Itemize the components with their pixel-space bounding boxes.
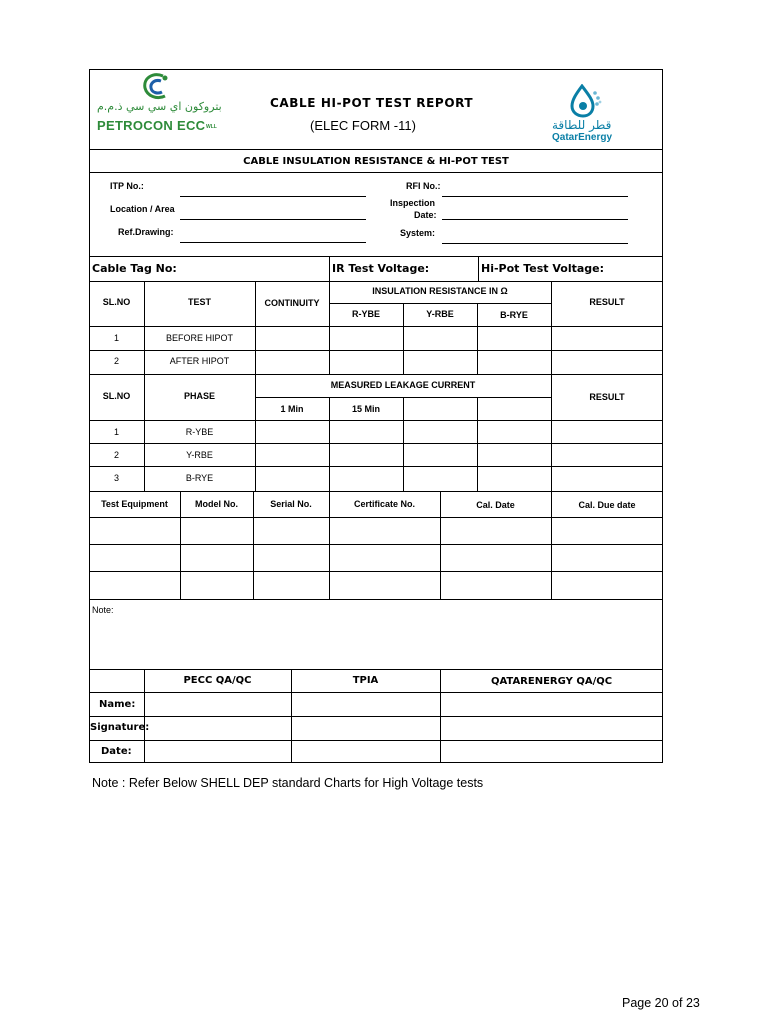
report-title: CABLE HI-POT TEST REPORT — [270, 96, 474, 110]
grid-line — [89, 716, 663, 717]
ir-voltage-label: IR Test Voltage: — [332, 262, 430, 275]
table-row-phase: R-YBE — [185, 427, 214, 437]
continuity-header: CONTINUITY — [264, 298, 320, 308]
grid-line — [89, 374, 663, 375]
system-field[interactable] — [442, 243, 628, 244]
client-name: QatarEnergy — [552, 132, 613, 143]
signature-label: Signature: — [90, 722, 150, 733]
leakage-header: MEASURED LEAKAGE CURRENT — [330, 380, 476, 390]
table-row-sl: 2 — [113, 450, 119, 460]
grid-line — [255, 281, 256, 374]
page-number: Page 20 of 23 — [622, 996, 700, 1010]
serial-no-header: Serial No. — [270, 499, 312, 509]
divider — [478, 256, 479, 281]
form-number: (ELEC FORM -11) — [310, 118, 416, 133]
note-label: Note: — [92, 605, 114, 615]
bry-header: B-RYE — [500, 310, 528, 320]
client-arabic-name: قطر للطاقة — [552, 118, 612, 132]
cal-date-header: Cal. Date — [476, 500, 515, 510]
test-equipment-header: Test Equipment — [101, 499, 168, 509]
grid-line — [89, 420, 663, 421]
yrb-header: Y-RBE — [426, 309, 454, 319]
cable-tag-label: Cable Tag No: — [92, 262, 177, 275]
form-frame — [89, 69, 663, 763]
divider — [89, 172, 663, 173]
table-row-phase: B-RYE — [185, 473, 214, 483]
divider — [329, 256, 330, 281]
petrocon-swirl-icon — [139, 72, 171, 102]
grid-line — [89, 350, 663, 351]
table-row-phase: Y-RBE — [186, 450, 213, 460]
grid-line — [89, 599, 663, 600]
name-label: Name: — [99, 699, 136, 710]
itp-label: ITP No.: — [110, 181, 144, 191]
grid-line — [255, 397, 551, 398]
petrocon-logo — [95, 72, 225, 137]
grid-line — [89, 740, 663, 741]
ir-header: INSULATION RESISTANCE IN Ω — [372, 286, 508, 296]
inspection-date-label: Date: — [414, 210, 437, 220]
location-label: Location / Area — [110, 204, 175, 214]
grid-line — [89, 571, 663, 572]
grid-line — [329, 303, 551, 304]
ref-drawing-label: Ref.Drawing: — [118, 227, 174, 237]
leak-result-header: RESULT — [589, 392, 625, 402]
section-title: CABLE INSULATION RESISTANCE & HI-POT TEST — [243, 156, 509, 167]
one-min-header: 1 Min — [280, 404, 304, 414]
model-no-header: Model No. — [195, 499, 238, 509]
rfi-label: RFI No.: — [406, 181, 441, 191]
qatarenergy-logo — [546, 84, 626, 144]
leak-sl-no-header: SL.NO — [102, 391, 131, 401]
rfi-field[interactable] — [442, 196, 628, 197]
phase-header: PHASE — [183, 391, 215, 401]
divider — [89, 281, 663, 282]
grid-line — [403, 397, 404, 491]
divider — [89, 256, 663, 257]
footer-note: Note : Refer Below SHELL DEP standard Charts for High Voltage tests — [92, 776, 484, 790]
location-field[interactable] — [180, 219, 366, 220]
qatarenergy-header: QATARENERGY QA/QC — [490, 676, 613, 687]
table-row-sl: 1 — [113, 333, 119, 343]
ref-drawing-field[interactable] — [180, 242, 366, 243]
ir-sl-no-header: SL.NO — [102, 297, 131, 307]
ir-result-header: RESULT — [589, 297, 625, 307]
certificate-no-header: Certificate No. — [353, 499, 415, 509]
grid-line — [551, 281, 552, 374]
table-row-sl: 1 — [113, 427, 119, 437]
ir-test-header: TEST — [187, 297, 211, 307]
company-suffix: WLL — [206, 124, 217, 130]
tpia-header: TPIA — [352, 675, 379, 686]
system-label: System: — [400, 228, 436, 238]
pecc-header: PECC QA/QC — [183, 675, 252, 686]
table-row-test: BEFORE HIPOT — [165, 333, 233, 343]
table-row-sl: 2 — [113, 356, 119, 366]
grid-line — [89, 491, 663, 492]
grid-line — [89, 443, 663, 444]
divider — [89, 149, 663, 150]
inspection-label: Inspection — [390, 198, 436, 208]
fifteen-min-header: 15 Min — [351, 404, 380, 414]
company-name: PETROCON ECC — [97, 118, 206, 133]
date-label: Date: — [101, 746, 132, 757]
hipot-voltage-label: Hi-Pot Test Voltage: — [481, 262, 605, 275]
grid-line — [89, 466, 663, 467]
company-arabic-name: بتروكون اي سي سي ذ.م.م — [97, 100, 222, 113]
grid-line — [89, 544, 663, 545]
table-row-test: AFTER HIPOT — [169, 356, 230, 366]
cal-due-date-header: Cal. Due date — [578, 500, 636, 510]
grid-line — [477, 397, 478, 491]
itp-field[interactable] — [180, 196, 366, 197]
grid-line — [255, 374, 256, 491]
grid-line — [89, 692, 663, 693]
inspection-date-field[interactable] — [442, 219, 628, 220]
table-row-sl: 3 — [113, 473, 119, 483]
ryb-header: R-YBE — [351, 309, 380, 319]
divider — [89, 669, 663, 670]
grid-line — [89, 326, 663, 327]
qatarenergy-drop-icon — [568, 84, 602, 118]
grid-line — [89, 517, 663, 518]
